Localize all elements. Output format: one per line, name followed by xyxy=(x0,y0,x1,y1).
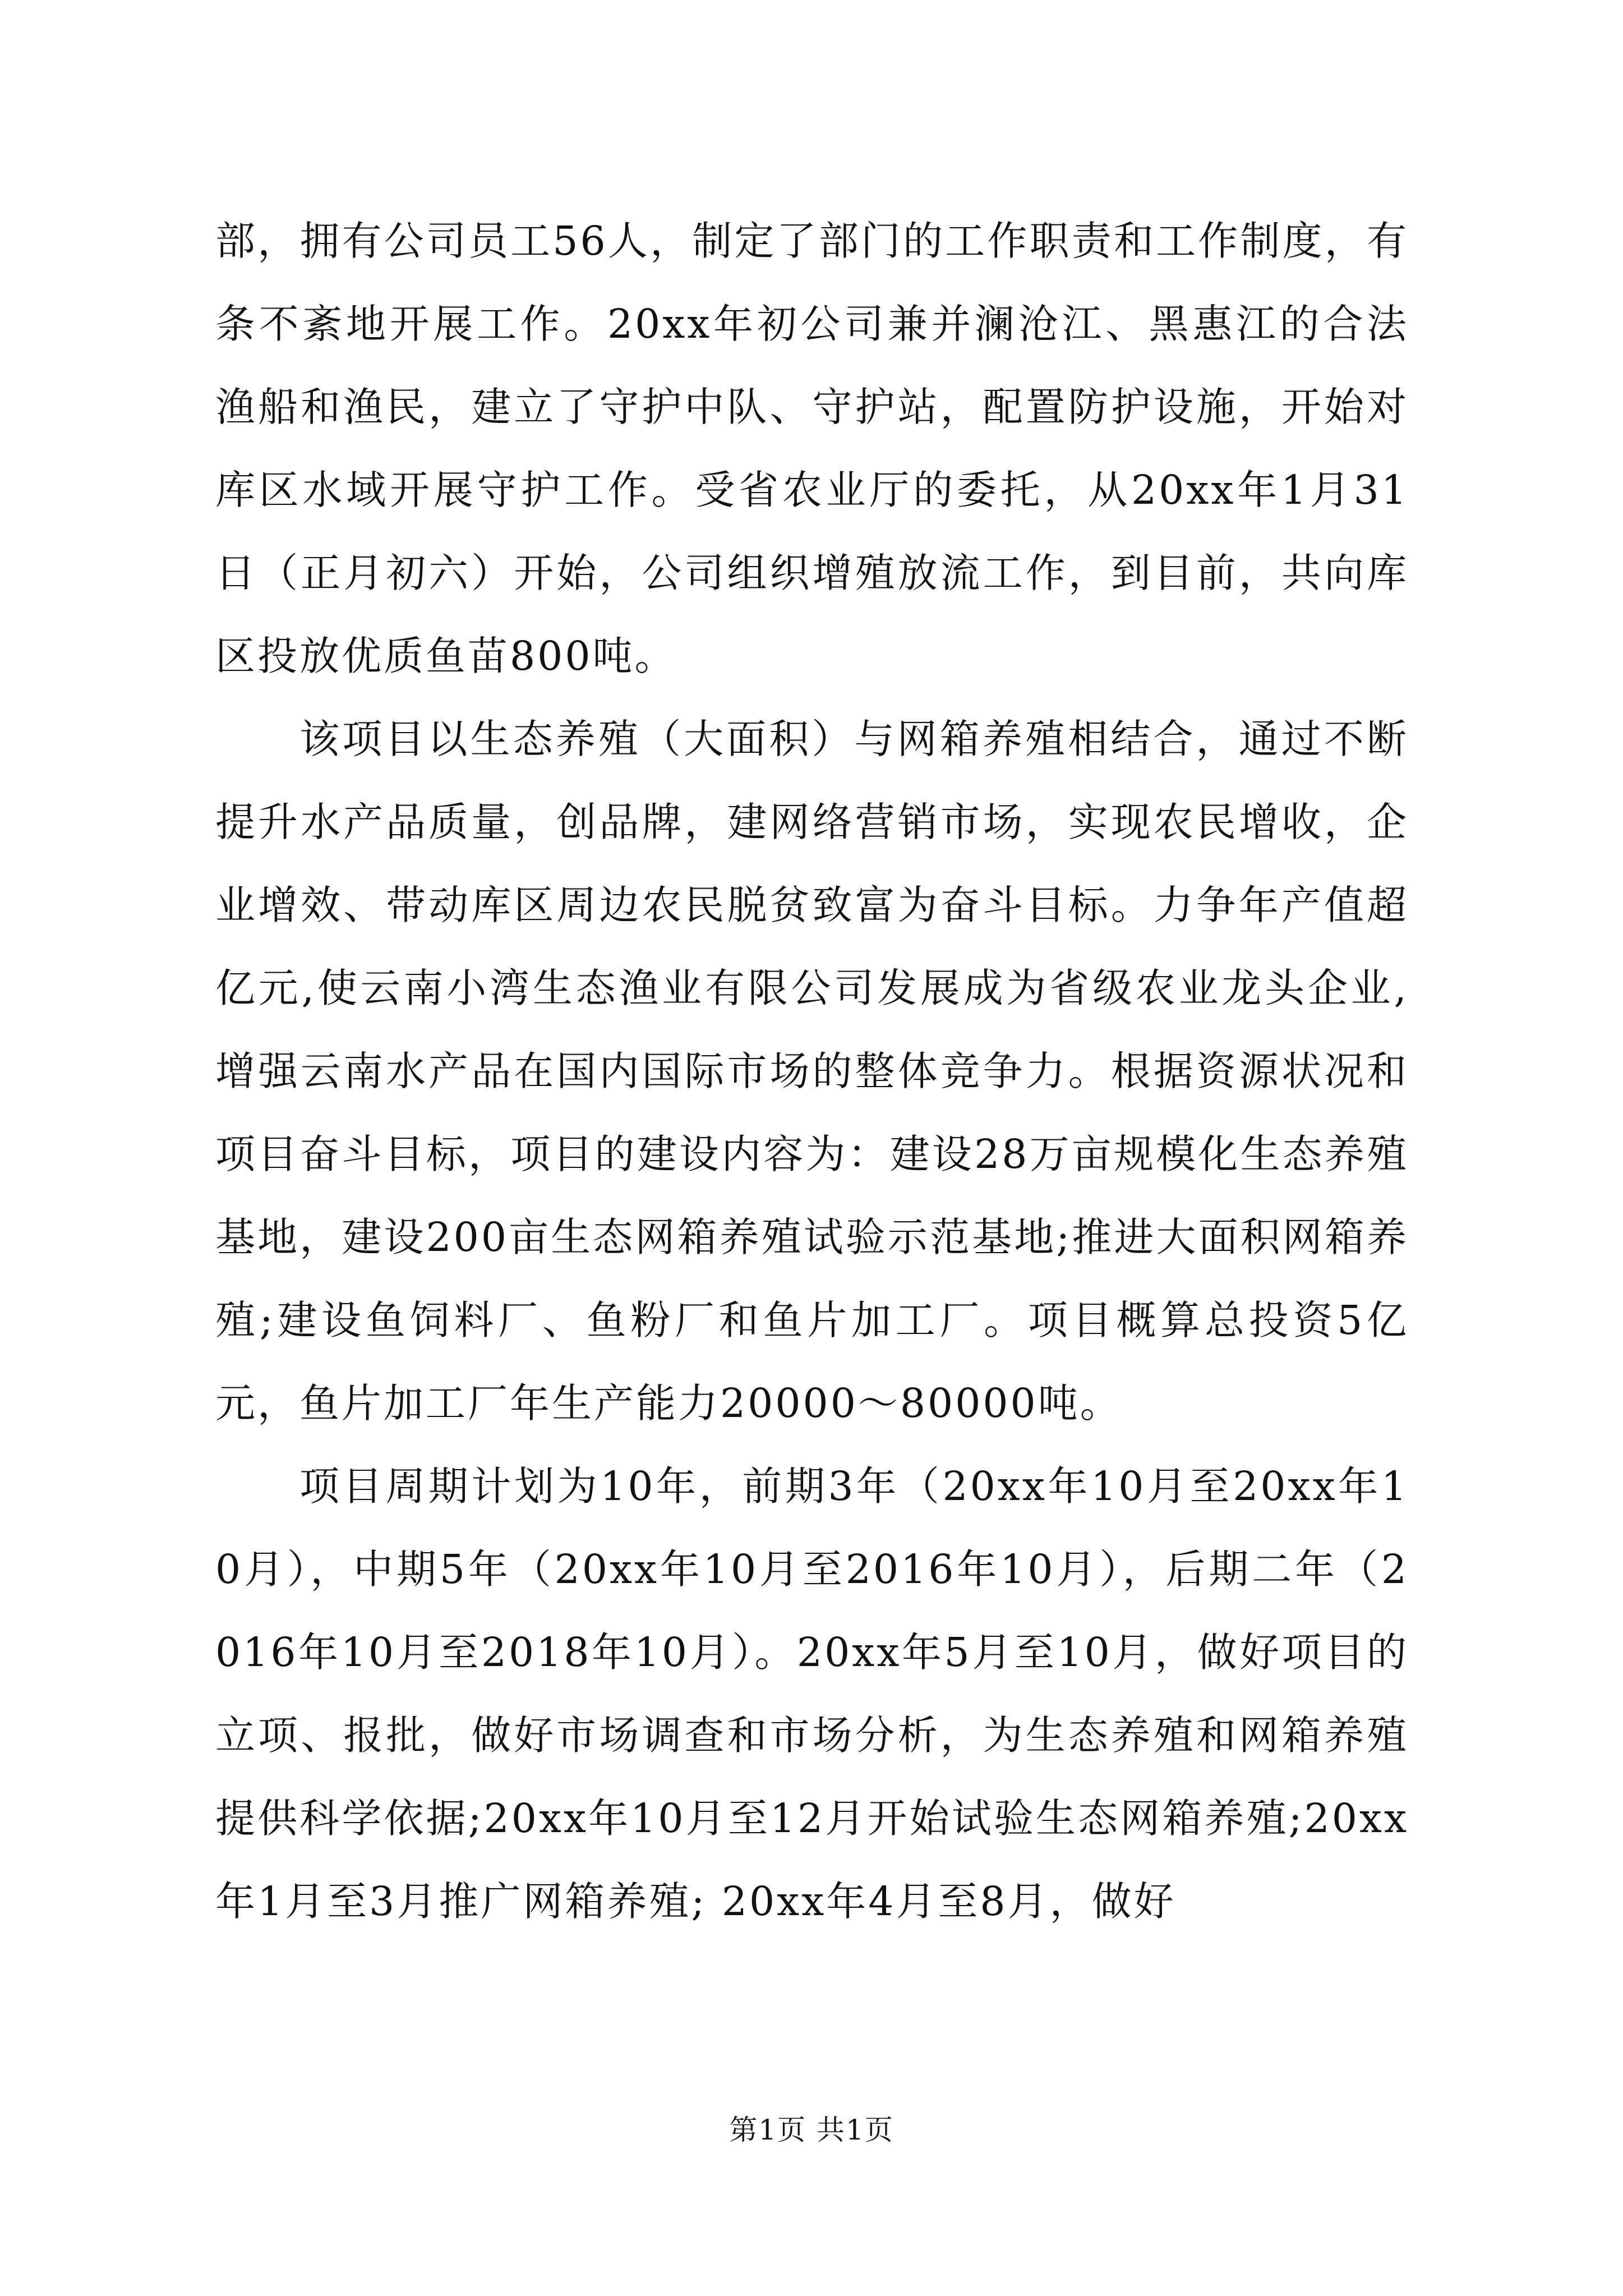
paragraph-project-goals: 该项目以生态养殖（大面积）与网箱养殖相结合，通过不断提升水产品质量，创品牌，建网络营销市场，实现农民增收，企业增效、带动库区周边农民脱贫致富为奋斗目标。力争年产值超亿元,使云南小湾生态渔业有限公司发展成为省级农业龙头企业,增强云南水产品在国内国际市场的整体竞争力。根据资源状况和项目奋斗目标，项目的建设内容为：建设28万亩规模化生态养殖基地，建设200亩生态网箱养殖试验示范基地;推进大面积网箱养殖;建设鱼饲料厂、鱼粉厂和鱼片加工厂。项目概算总投资5亿元，鱼片加工厂年生产能力20000～80000吨。 xyxy=(215,716,1409,1427)
paragraph-project-schedule: 项目周期计划为10年，前期3年（20xx年10月至20xx年10月），中期5年（20xx年10月至2016年10月），后期二年（2016年10月至2018年10月）。20xx年5月至10月，做好项目的立项、报批，做好市场调查和市场分析，为生态养殖和网箱养殖提供科学依据;20xx年10月至12月开始试验生态网箱养殖;20xx年1月至3月推广网箱养殖; 20xx年4月至8月，做好 xyxy=(215,1463,1409,1925)
paragraph-continuation: 部，拥有公司员工56人，制定了部门的工作职责和工作制度，有条不紊地开展工作。20xx年初公司兼并澜沧江、黑惠江的合法渔船和渔民，建立了守护中队、守护站，配置防护设施，开始对库区水域开展守护工作。受省农业厅的委托，从20xx年1月31日（正月初六）开始，公司组织增殖放流工作，到目前，共向库区投放优质鱼苗800吨。 xyxy=(215,218,1409,679)
page-footer: 第1页 共1页 xyxy=(729,2114,894,2146)
document-body xyxy=(215,200,1409,1943)
